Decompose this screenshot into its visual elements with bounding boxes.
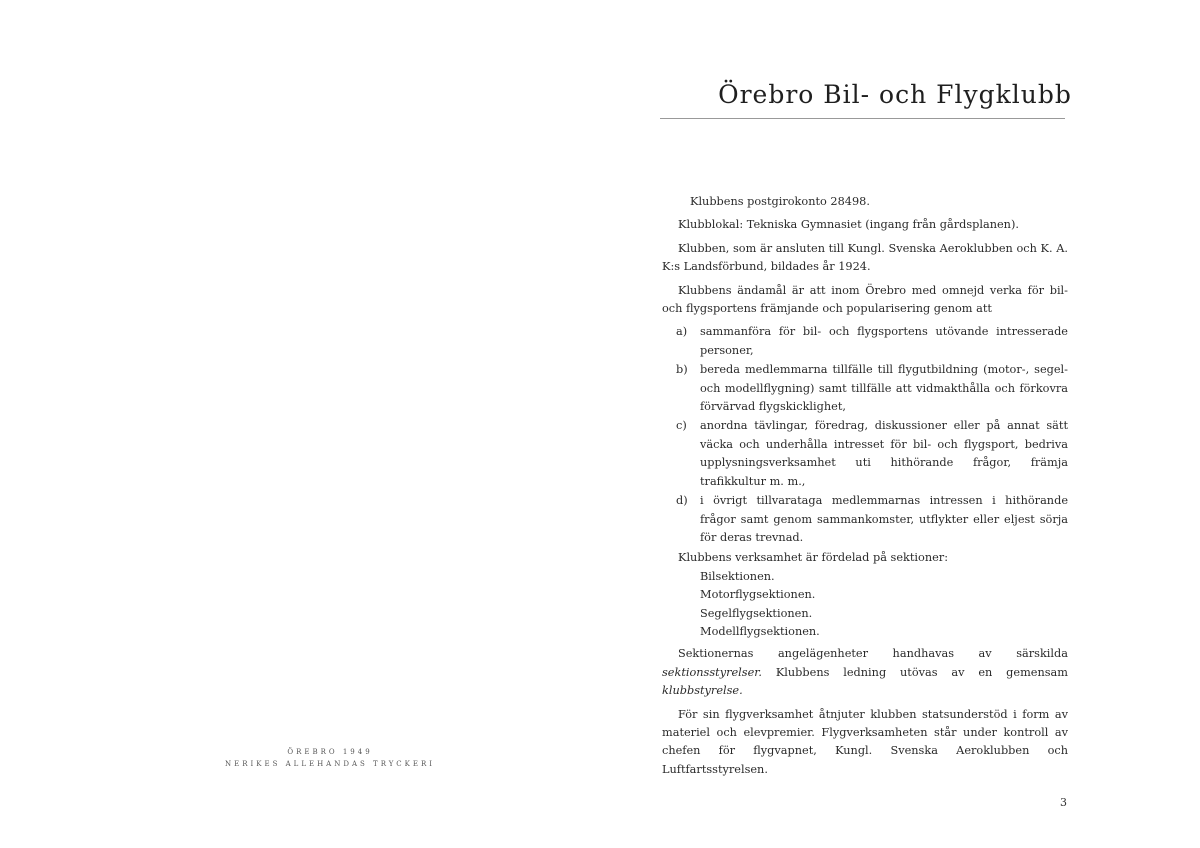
- section-item: Motorflygsektionen.: [700, 588, 816, 602]
- styrelse-text-2: Klubbens ledning utövas av en gemensam: [762, 665, 1068, 679]
- item-text: anordna tävlingar, föredrag, diskussioner eller på annat sätt väcka och underhålla intresset för bil- och flygsport, bedriva upplysningsverksamhet uti hithörande frågor, främja trafikkultur m. m.,: [700, 419, 1068, 488]
- flygverksamhet-paragraph: För sin flygverksamhet åtnjuter klubben statsunderstöd i form av materiel och elevpremier. Flygverksamheten står under kontroll av chefen för flygvapnet, Kungl. Svenska Aeroklubben och Luftfartsstyrelsen.: [662, 707, 1068, 776]
- sections-intro: Klubbens verksamhet är fördelad på sektioner:: [678, 551, 948, 565]
- list-item: [676, 323, 1068, 360]
- list-item: [676, 361, 1068, 416]
- section-list: [700, 568, 1068, 642]
- item-text: sammanföra för bil- och flygsportens utövande intresserade personer,: [700, 325, 1068, 357]
- page-title: Örebro Bil- och Flygklubb: [718, 80, 1072, 109]
- sektionsstyrelser-term: sektionsstyrelser.: [662, 665, 763, 679]
- body-text: [662, 193, 1068, 784]
- item-label: b): [676, 363, 688, 377]
- item-label: c): [676, 419, 687, 433]
- colophon-place-year: ÖREBRO 1949: [287, 748, 373, 756]
- right-page: [600, 0, 1200, 848]
- section-item: Segelflygsektionen.: [700, 606, 813, 620]
- colophon: [180, 746, 480, 770]
- styrelse-text-1: Sektionernas angelägenheter handhavas av särskilda: [678, 647, 1068, 661]
- item-text: bereda medlemmarna tillfälle till flygutbildning (motor-, segel- och modellflygning) samt tillfälle att vidmakthålla och förkovra förvärvad flygskicklighet,: [700, 363, 1068, 414]
- colophon-printer: NERIKES ALLEHANDAS TRYCKERI: [224, 760, 436, 768]
- item-label: d): [676, 494, 688, 508]
- purpose-paragraph: Klubbens ändamål är att inom Örebro med omnejd verka för bil- och flygsportens främjande och popularisering genom att: [662, 283, 1068, 316]
- section-item: Bilsektionen.: [700, 569, 775, 583]
- ansluten-paragraph: Klubben, som är ansluten till Kungl. Svenska Aeroklubben och K. A. K:s Landsförbund, bildades år 1924.: [662, 241, 1068, 274]
- list-item: [676, 492, 1068, 547]
- title-rule: [660, 118, 1065, 119]
- list-item: [676, 417, 1068, 491]
- klubbstyrelse-term: klubbstyrelse.: [662, 684, 743, 698]
- page-number: 3: [1060, 796, 1067, 809]
- section-item: Modellflygsektionen.: [700, 624, 820, 638]
- item-text: i övrigt tillvaratagа medlemmarnas intressen i hithörande frågor samt genom sammankomster, utflykter eller eljest sörja för deras trevnad.: [700, 494, 1068, 544]
- styrelse-paragraph: [662, 645, 1068, 700]
- postgiro-paragraph: Klubbens postgirokonto 28498.: [690, 195, 870, 208]
- item-label: a): [676, 325, 688, 339]
- klubblokal-paragraph: Klubblokal: Tekniska Gymnasiet (ingang från gårdsplanen).: [678, 218, 1019, 232]
